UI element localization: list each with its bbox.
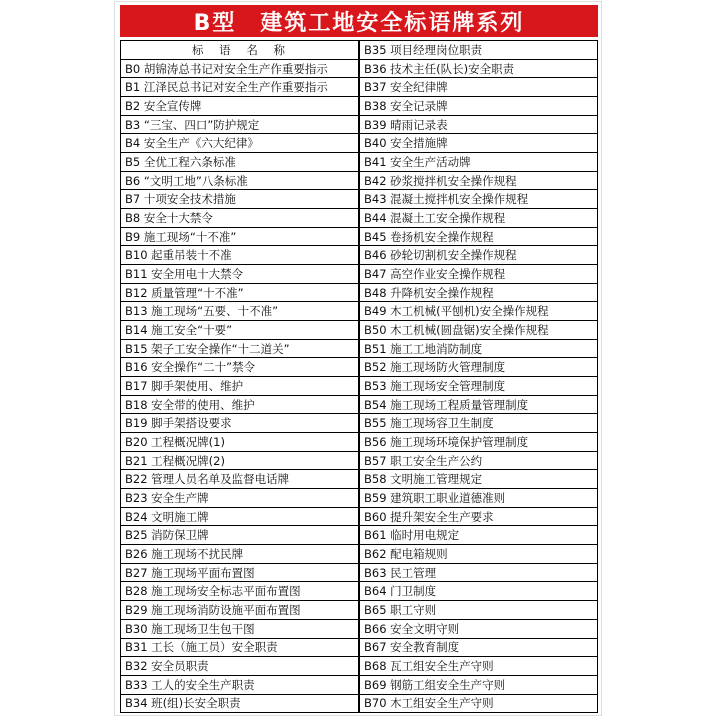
left-column xyxy=(121,41,360,712)
table-row: B25 消防保卫牌 xyxy=(121,526,358,545)
table-row: B23 安全生产牌 xyxy=(121,489,358,508)
table-row: B4 安全生产《六大纪律》 xyxy=(121,134,358,153)
table-row: B21 工程概况牌(2) xyxy=(121,452,358,471)
table-row: B35 项目经理岗位职责 xyxy=(360,41,597,60)
sign-list-sheet xyxy=(115,2,601,715)
table-row: B58 文明施工管理规定 xyxy=(360,470,597,489)
table-row: B31 工长（施工员）安全职责 xyxy=(121,639,358,658)
table-row: B3 “三宝、四口”防护规定 xyxy=(121,116,358,135)
table-row: B36 技术主任(队长)安全职责 xyxy=(360,60,597,79)
table-row: B19 脚手架搭设要求 xyxy=(121,414,358,433)
table-row: B46 砂轮切割机安全操作规程 xyxy=(360,246,597,265)
table-row: B18 安全带的使用、维护 xyxy=(121,396,358,415)
table-row: B27 施工现场平面布置图 xyxy=(121,564,358,583)
table-row: B6 “文明工地”八条标准 xyxy=(121,172,358,191)
table-row: B60 提升架安全生产要求 xyxy=(360,508,597,527)
table-row: B57 职工安全生产公约 xyxy=(360,452,597,471)
table-row: B24 文明施工牌 xyxy=(121,508,358,527)
table-row: B49 木工机械(平刨机)安全操作规程 xyxy=(360,302,597,321)
table-row: B42 砂浆搅拌机安全操作规程 xyxy=(360,172,597,191)
table-row: B44 混凝土工安全操作规程 xyxy=(360,209,597,228)
table-row: B37 安全纪律牌 xyxy=(360,78,597,97)
table-row: B40 安全措施牌 xyxy=(360,134,597,153)
table-row: B43 混凝土搅拌机安全操作规程 xyxy=(360,190,597,209)
table-row: B26 施工现场不扰民牌 xyxy=(121,545,358,564)
table-row: B14 施工安全“十要” xyxy=(121,321,358,340)
table-row: B17 脚手架使用、维护 xyxy=(121,377,358,396)
table-row: B50 木工机械(圆盘锯)安全操作规程 xyxy=(360,321,597,340)
table-row: B13 施工现场“五要、十不准” xyxy=(121,302,358,321)
table-row: B15 架子工安全操作“十二道关” xyxy=(121,340,358,359)
table-row: B66 安全文明守则 xyxy=(360,620,597,639)
column-header: 标 语 名 称 xyxy=(121,41,358,60)
table-row: B55 施工现场容卫生制度 xyxy=(360,414,597,433)
table-row: B1 江泽民总书记对安全生产作重要指示 xyxy=(121,78,358,97)
table-row: B30 施工现场卫生包干图 xyxy=(121,620,358,639)
table-row: B39 晴雨记录表 xyxy=(360,116,597,135)
table-row: B68 瓦工组安全生产守则 xyxy=(360,657,597,676)
table-row: B69 钢筋工组安全生产守则 xyxy=(360,676,597,695)
table-row: B67 安全教育制度 xyxy=(360,639,597,658)
table-row: B20 工程概况牌(1) xyxy=(121,433,358,452)
table-row: B65 职工守则 xyxy=(360,601,597,620)
table-row: B16 安全操作“二十”禁令 xyxy=(121,358,358,377)
table-row: B5 全优工程六条标准 xyxy=(121,153,358,172)
table-row: B45 卷扬机安全操作规程 xyxy=(360,228,597,247)
table-row: B70 木工组安全生产守则 xyxy=(364,696,494,711)
table-row: B54 施工现场工程质量管理制度 xyxy=(360,396,597,415)
table-row: B62 配电箱规则 xyxy=(360,545,597,564)
table-row: B53 施工现场安全管理制度 xyxy=(360,377,597,396)
table-row: B64 门卫制度 xyxy=(360,582,597,601)
table-row: B52 施工现场防火管理制度 xyxy=(360,358,597,377)
table-row: B28 施工现场安全标志平面布置图 xyxy=(121,582,358,601)
table-row: B47 高空作业安全操作规程 xyxy=(360,265,597,284)
table-row: B51 施工工地消防制度 xyxy=(360,340,597,359)
table-row: B22 管理人员名单及监督电话牌 xyxy=(121,470,358,489)
table-row: B59 建筑职工职业道德准则 xyxy=(360,489,597,508)
table-row: B11 安全用电十大禁令 xyxy=(121,265,358,284)
table-row: B12 质量管理“十不准” xyxy=(121,284,358,303)
table-row: B10 起重吊装十不准 xyxy=(121,246,358,265)
page-title: B型 建筑工地安全标语牌系列 xyxy=(120,5,598,37)
right-column xyxy=(360,41,597,712)
table-row: B34 班(组)长安全职责 xyxy=(125,696,241,711)
table-row: B38 安全记录牌 xyxy=(360,97,597,116)
table-row: B63 民工管理 xyxy=(360,564,597,583)
sign-table xyxy=(120,40,598,713)
table-row: B61 临时用电规定 xyxy=(360,526,597,545)
table-row: B0 胡锦涛总书记对安全生产作重要指示 xyxy=(121,60,358,79)
table-row: B9 施工现场“十不准” xyxy=(121,228,358,247)
table-row: B32 安全员职责 xyxy=(121,657,358,676)
table-row: B41 安全生产活动牌 xyxy=(360,153,597,172)
table-row: B48 升降机安全操作规程 xyxy=(360,284,597,303)
table-row: B56 施工现场环境保护管理制度 xyxy=(360,433,597,452)
table-row: B33 工人的安全生产职责 xyxy=(121,676,358,695)
table-row: B29 施工现场消防设施平面布置图 xyxy=(121,601,358,620)
table-row: B7 十项安全技术措施 xyxy=(121,190,358,209)
table-row: B8 安全十大禁令 xyxy=(121,209,358,228)
table-row: B2 安全宣传牌 xyxy=(121,97,358,116)
